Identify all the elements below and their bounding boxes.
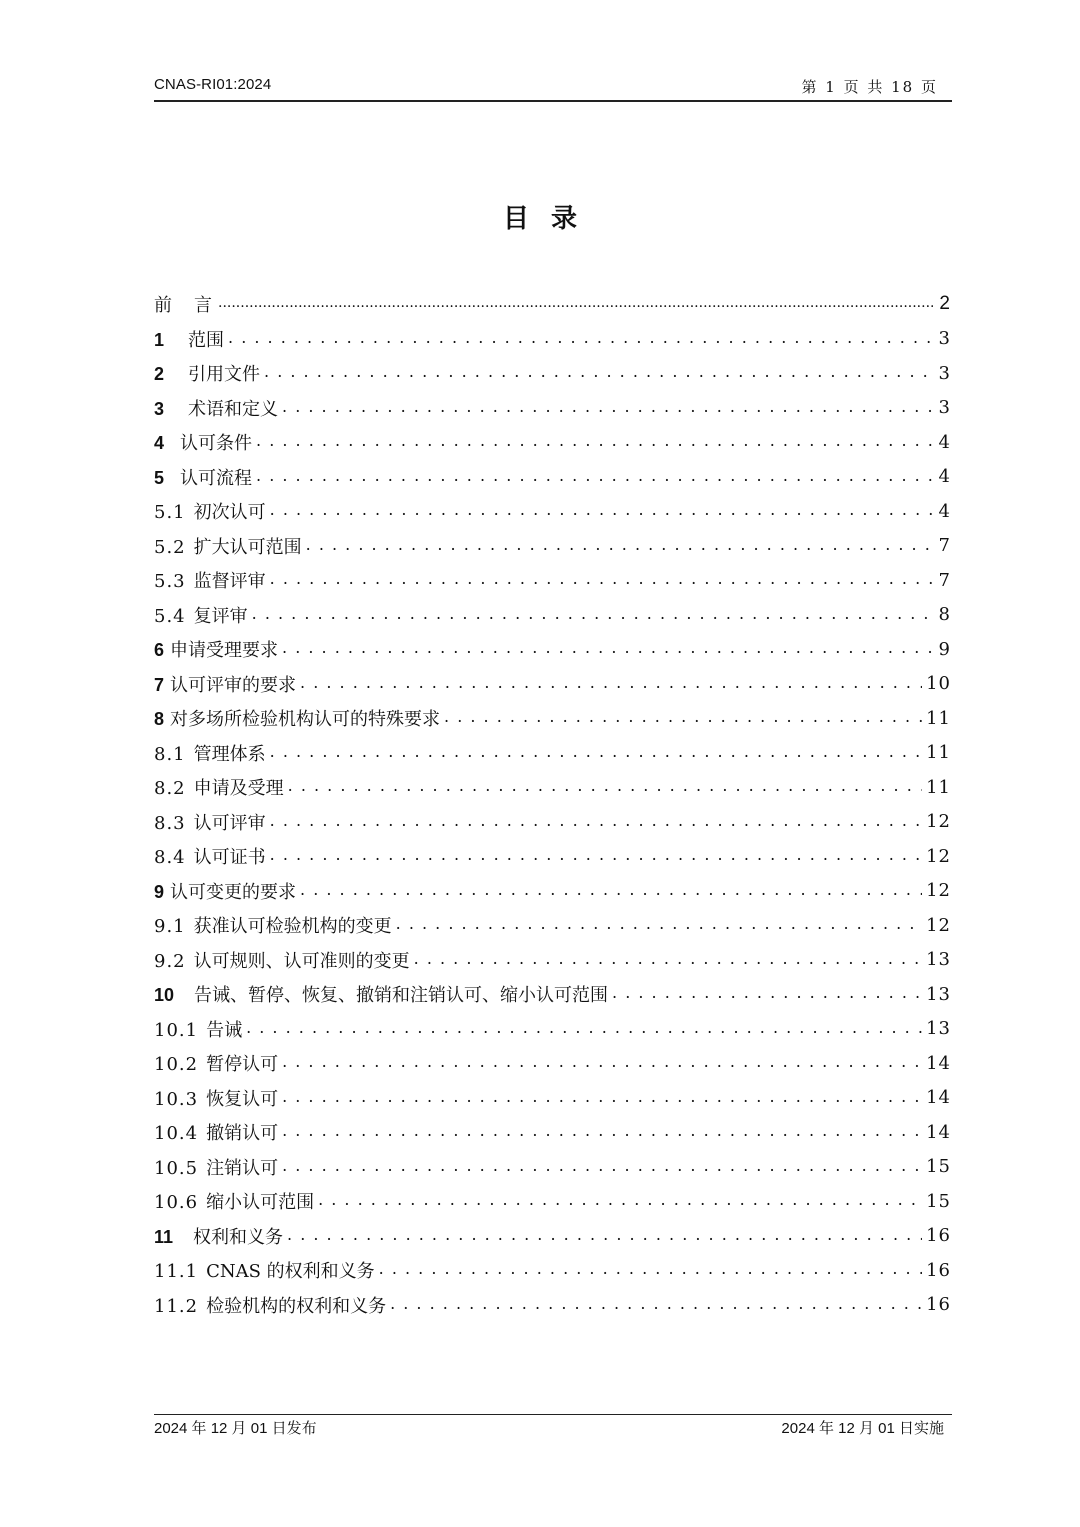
toc-entry-number: 10 xyxy=(154,985,175,1006)
toc-page-number: 2 xyxy=(939,293,951,315)
toc-entry-number: 11.2 xyxy=(154,1295,199,1317)
toc-page-number: 12 xyxy=(926,880,951,902)
toc-entry-label xyxy=(154,740,266,766)
toc-leader-dots xyxy=(252,606,933,624)
toc-leader-dots xyxy=(256,468,933,486)
toc-entry[interactable] xyxy=(154,425,951,460)
toc-entry-number: 1 xyxy=(154,329,165,350)
toc-entry-number: 10.4 xyxy=(154,1123,199,1145)
toc-entry-title: 告诫、暂停、恢复、撤销和注销认可、缩小认可范围 xyxy=(194,985,609,1007)
toc-page-number: 3 xyxy=(938,397,951,419)
toc-leader-dots xyxy=(444,709,922,727)
toc-entry-number: 3 xyxy=(154,398,165,419)
toc-entry-number: 6 xyxy=(154,640,165,661)
toc-leader-dots xyxy=(270,813,922,831)
toc-entry[interactable] xyxy=(154,598,951,633)
toc-entry-number: 10.2 xyxy=(154,1054,199,1076)
toc-page-number: 3 xyxy=(938,362,951,384)
toc-entry-title: 管理体系 xyxy=(193,743,266,765)
toc-leader-dots xyxy=(612,985,922,1003)
toc-leader-dots xyxy=(282,1123,922,1141)
toc-page-number: 8 xyxy=(938,604,951,626)
toc-entry-label xyxy=(154,774,284,800)
toc-entry-title: 术语和定义 xyxy=(188,398,279,420)
toc-entry-number: 5 xyxy=(154,467,165,488)
toc-entry-label xyxy=(154,429,252,455)
toc-page-number: 11 xyxy=(926,776,951,798)
toc-entry-number: 8.3 xyxy=(154,812,186,834)
toc-entry-title: 引用文件 xyxy=(188,364,261,386)
toc-entry[interactable] xyxy=(154,322,951,357)
toc-entry[interactable] xyxy=(154,908,951,943)
toc-entry-title: 检验机构的权利和义务 xyxy=(206,1295,387,1317)
toc-entry-number: 5.1 xyxy=(154,502,186,524)
toc-entry-label xyxy=(154,947,410,973)
toc-entry-number: 9.1 xyxy=(154,916,186,938)
toc-entry-number: 11.1 xyxy=(154,1261,199,1283)
toc-entry-title: 对多场所检验机构认可的特殊要求 xyxy=(170,709,441,731)
toc-entry[interactable] xyxy=(154,977,951,1012)
toc-entry[interactable] xyxy=(154,1150,951,1185)
toc-entry-title: 认可评审的要求 xyxy=(170,674,297,696)
toc-entry-label xyxy=(154,1292,386,1318)
toc-entry-number: 10.5 xyxy=(154,1157,199,1179)
toc-entry-title: 认可条件 xyxy=(180,433,253,455)
toc-entry-title: CNAS 的权利和义务 xyxy=(206,1261,375,1283)
toc-entry-title: 前 言 xyxy=(154,295,214,317)
toc-page-number: 11 xyxy=(926,707,951,729)
toc-entry-label xyxy=(154,567,266,593)
toc-entry-number: 8.1 xyxy=(154,743,186,765)
toc-entry[interactable] xyxy=(154,356,951,391)
toc-entry-title: 申请及受理 xyxy=(193,778,284,800)
toc-entry-label xyxy=(154,809,266,835)
toc-page-number: 12 xyxy=(926,914,951,936)
toc-entry-label xyxy=(154,705,440,731)
toc-entry-title: 权利和义务 xyxy=(193,1226,284,1248)
toc-entry-number: 8.4 xyxy=(154,847,186,869)
toc-entry-title: 认可规则、认可准则的变更 xyxy=(193,950,410,972)
toc-page-number: 7 xyxy=(938,535,951,557)
toc-entry[interactable] xyxy=(154,494,951,529)
toc-page-number: 10 xyxy=(926,673,951,695)
toc-leader-dots xyxy=(414,951,922,969)
toc-entry[interactable] xyxy=(154,1184,951,1219)
toc-entry-title: 范围 xyxy=(188,329,225,351)
toc-leader-dots xyxy=(270,502,933,520)
toc-page-number: 4 xyxy=(938,500,951,522)
page-header xyxy=(154,76,952,102)
toc-entry-label xyxy=(154,1188,314,1214)
toc-entry-label xyxy=(154,843,266,869)
toc-leader-dots xyxy=(282,1089,922,1107)
toc-entry-title: 暂停认可 xyxy=(206,1054,279,1076)
toc-entry[interactable] xyxy=(154,770,951,805)
toc-leader-dots xyxy=(288,778,922,796)
toc-entry-title: 获准认可检验机构的变更 xyxy=(193,916,392,938)
toc-leader-dots xyxy=(270,847,922,865)
toc-entry-number: 5.3 xyxy=(154,571,186,593)
toc-page-number: 16 xyxy=(926,1294,951,1316)
toc-entry-title: 申请受理要求 xyxy=(170,640,279,662)
toc-entry-label xyxy=(154,395,278,421)
toc-entry-number: 5.4 xyxy=(154,605,186,627)
toc-entry-label xyxy=(154,533,302,559)
toc-leader-dots xyxy=(264,364,933,382)
toc-entry-label xyxy=(154,981,608,1007)
toc-entry-label xyxy=(154,1119,278,1145)
toc-entry[interactable] xyxy=(154,805,951,840)
toc-page-number: 14 xyxy=(926,1087,951,1109)
toc-entry-title: 监督评审 xyxy=(193,571,266,593)
toc-entry[interactable] xyxy=(154,736,951,771)
toc-entry-title: 认可流程 xyxy=(180,467,253,489)
toc-page-number: 13 xyxy=(926,983,951,1005)
toc-page-number: 14 xyxy=(926,1052,951,1074)
toc-entry-label xyxy=(154,291,214,317)
toc-entry-title: 认可变更的要求 xyxy=(170,881,297,903)
toc-leader-dots xyxy=(318,1192,922,1210)
effective-date: 2024 年 12 月 01 日实施 xyxy=(781,1420,944,1437)
document-code: CNAS-RI01:2024 xyxy=(154,76,272,93)
toc-entry-number: 2 xyxy=(154,364,165,385)
toc-leader-dots xyxy=(396,916,922,934)
issue-date: 2024 年 12 月 01 日发布 xyxy=(154,1420,317,1437)
toc-entry-number: 11 xyxy=(154,1226,174,1247)
toc-page-number: 12 xyxy=(926,845,951,867)
toc-entry-number: 10.6 xyxy=(154,1192,199,1214)
toc-leader-dots xyxy=(282,1158,922,1176)
page-indicator: 第 1 页 共 18 页 xyxy=(801,78,938,96)
toc-entry[interactable] xyxy=(154,563,951,598)
toc-page-number: 14 xyxy=(926,1121,951,1143)
toc-page-number: 12 xyxy=(926,811,951,833)
toc-entry[interactable] xyxy=(154,1288,951,1323)
toc-page-number: 15 xyxy=(926,1190,951,1212)
toc-entry-label xyxy=(154,1085,278,1111)
toc-entry[interactable] xyxy=(154,943,951,978)
toc-leader-dots xyxy=(390,1296,922,1314)
toc-leader-dots xyxy=(287,1227,922,1245)
toc-page-number: 4 xyxy=(938,431,951,453)
toc-leader-dots xyxy=(379,1261,922,1279)
toc-entry-number: 4 xyxy=(154,433,165,454)
toc-entry[interactable] xyxy=(154,632,951,667)
toc-entry-number: 9.2 xyxy=(154,950,186,972)
toc-entry-title: 告诫 xyxy=(206,1019,243,1041)
toc-entry-label xyxy=(154,1016,242,1042)
toc-leader-dots xyxy=(246,1020,922,1038)
toc-page-number: 9 xyxy=(938,638,951,660)
toc-page-number: 4 xyxy=(938,466,951,488)
toc-entry-label xyxy=(154,464,252,490)
toc-entry[interactable] xyxy=(154,1046,951,1081)
table-of-contents xyxy=(154,287,951,1322)
toc-entry-label xyxy=(154,878,296,904)
toc-entry-title: 注销认可 xyxy=(206,1157,279,1179)
toc-entry-number: 8 xyxy=(154,709,165,730)
toc-page-number: 13 xyxy=(926,949,951,971)
toc-page-number: 16 xyxy=(926,1225,951,1247)
page-title: 目录 xyxy=(502,204,599,234)
toc-page-number: 3 xyxy=(938,328,951,350)
toc-entry[interactable] xyxy=(154,874,951,909)
toc-entry-title: 复评审 xyxy=(193,605,248,627)
page-footer xyxy=(154,1414,952,1438)
toc-entry[interactable] xyxy=(154,1115,951,1150)
toc-leader-dots xyxy=(228,330,933,348)
toc-entry-label xyxy=(154,602,248,628)
toc-leader-dots xyxy=(256,433,933,451)
toc-page-number: 13 xyxy=(926,1018,951,1040)
toc-entry-number: 8.2 xyxy=(154,778,186,800)
toc-page-number: 11 xyxy=(926,742,951,764)
toc-entry[interactable] xyxy=(154,391,951,426)
toc-entry-label xyxy=(154,498,266,524)
toc-page-number: 7 xyxy=(938,569,951,591)
toc-entry-title: 撤销认可 xyxy=(206,1123,279,1145)
toc-entry[interactable] xyxy=(154,529,951,564)
toc-entry[interactable] xyxy=(154,287,951,322)
toc-entry[interactable] xyxy=(154,1012,951,1047)
toc-entry[interactable] xyxy=(154,1253,951,1288)
toc-entry-number: 7 xyxy=(154,674,165,695)
toc-entry[interactable] xyxy=(154,460,951,495)
toc-leader-dots xyxy=(300,882,922,900)
toc-leader-dots xyxy=(270,571,933,589)
toc-entry-number: 5.2 xyxy=(154,536,186,558)
toc-entry-number: 10.3 xyxy=(154,1088,199,1110)
toc-page-number: 16 xyxy=(926,1259,951,1281)
toc-entry-label xyxy=(154,636,278,662)
toc-page-number: 15 xyxy=(926,1156,951,1178)
toc-entry-number: 9 xyxy=(154,881,165,902)
toc-entry-title: 认可证书 xyxy=(193,847,266,869)
toc-leader-dots xyxy=(306,537,933,555)
toc-entry[interactable] xyxy=(154,1081,951,1116)
toc-entry[interactable] xyxy=(154,839,951,874)
toc-entry-title: 扩大认可范围 xyxy=(193,536,302,558)
toc-entry-title: 初次认可 xyxy=(193,502,266,524)
toc-entry-label xyxy=(154,1223,283,1249)
toc-entry-title: 恢复认可 xyxy=(206,1088,279,1110)
toc-leader-dots xyxy=(282,640,933,658)
toc-entry-title: 缩小认可范围 xyxy=(206,1192,315,1214)
toc-leader-dots xyxy=(270,744,922,762)
toc-entry-label xyxy=(154,912,392,938)
toc-entry-number: 10.1 xyxy=(154,1019,199,1041)
toc-entry-label xyxy=(154,360,260,386)
toc-entry-label xyxy=(154,1154,278,1180)
toc-entry[interactable] xyxy=(154,1219,951,1254)
toc-leader-dots xyxy=(300,675,922,693)
toc-entry[interactable] xyxy=(154,701,951,736)
toc-leader-dots xyxy=(282,1054,922,1072)
toc-entry-label xyxy=(154,1257,375,1283)
toc-entry-title: 认可评审 xyxy=(193,812,266,834)
toc-entry-label xyxy=(154,1050,278,1076)
toc-entry-label xyxy=(154,326,224,352)
toc-entry-label xyxy=(154,671,296,697)
toc-leader-dots xyxy=(282,399,933,417)
toc-leader-dots xyxy=(218,295,933,313)
toc-entry[interactable] xyxy=(154,667,951,702)
